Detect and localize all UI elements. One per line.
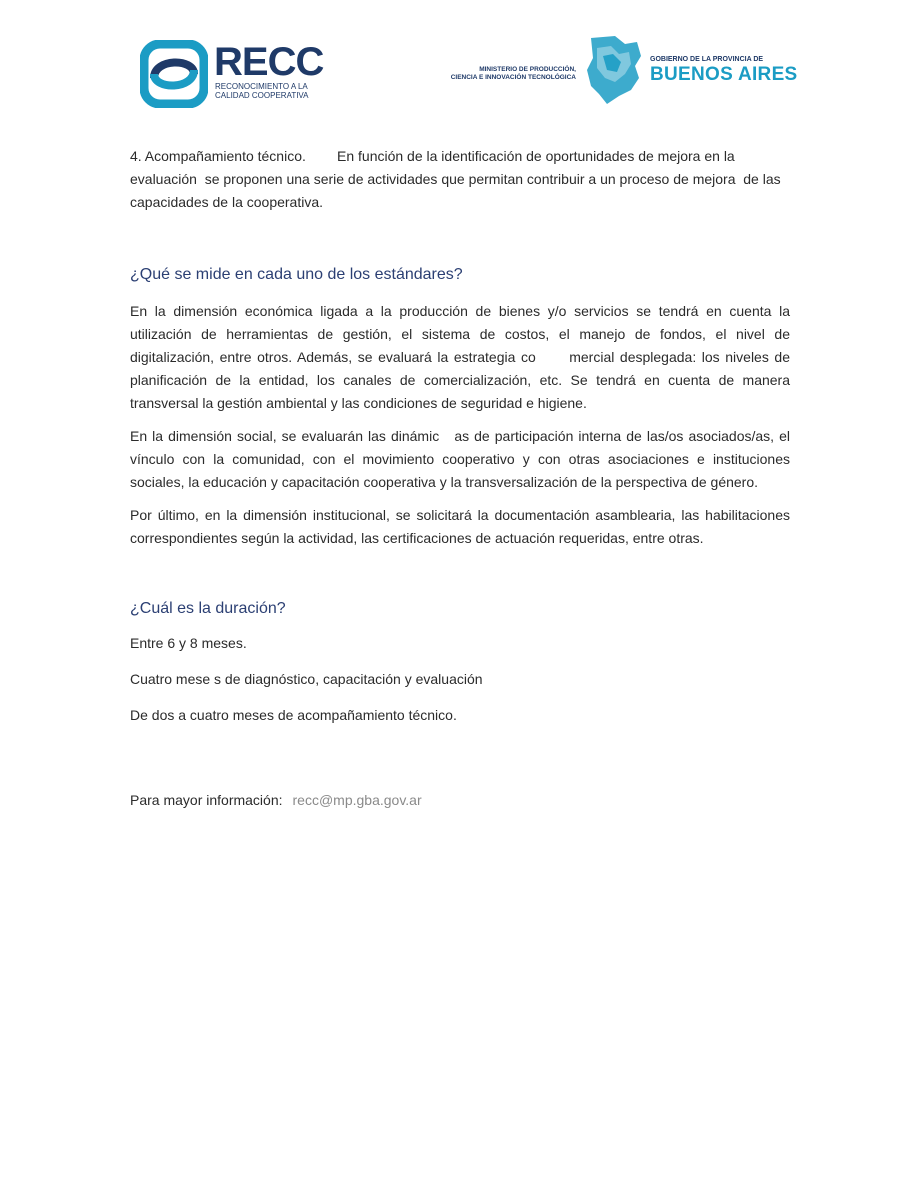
province-map-icon xyxy=(585,34,643,106)
tecnico-paragraph: 4. Acompañamiento técnico. En función de la identificación de oportunidades de mejora en la evaluación se proponen una serie de actividades que permitan contribuir a un proceso de mejora de las capacidades de la cooperativa. xyxy=(130,148,785,210)
duration-line: De dos a cuatro meses de acompañamiento técnico. xyxy=(130,707,457,723)
contact-label: Para mayor información: xyxy=(130,792,283,808)
government-logo xyxy=(410,32,810,112)
economic-dimension-paragraph: En la dimensión económica ligada a la producción de bienes y/o servicios se tendrá en cuenta la utilización de herramientas de gestión, el sistema de costos, el manejo de fondos, el nivel de digitalización, entre otros. Además, se evaluará la estrategia co mercial desplegada: los niveles de planificación de la entidad, los canales de comercialización, etc. Se tendrá en cuenta de manera transversal la gestión ambiental y las condiciones de seguridad e higiene. xyxy=(130,303,794,411)
ministry-name: MINISTERIO DE PRODUCCIÓN, CIENCIA E INNOVACIÓN TECNOLÓGICA xyxy=(450,66,576,81)
contact-email-link[interactable]: recc@mp.gba.gov.ar xyxy=(292,792,422,808)
duration-line: Cuatro mese s de diagnóstico, capacitación y evaluación xyxy=(130,671,483,687)
duration-line: Entre 6 y 8 meses. xyxy=(130,635,247,651)
social-dimension-paragraph: En la dimensión social, se evaluarán las dinámic as de participación interna de las/os asociados/as, el vínculo con la comunidad, con el movimiento cooperativo y con otras asociaciones e instituciones sociales, la educación y capacitación cooperativa y la transversalización de la perspectiva de género. xyxy=(130,428,794,490)
contact-line xyxy=(130,789,790,812)
province-label: GOBIERNO DE LA PROVINCIA DE xyxy=(650,56,764,63)
institutional-dimension-paragraph: Por último, en la dimensión institucional, se solicitará la documentación asamblearia, las habilitaciones correspondientes según la actividad, las certificaciones de actuación requeridas, entre otras. xyxy=(130,507,790,546)
province-name: BUENOS AIRES xyxy=(650,64,798,85)
recc-logo-title: RECC xyxy=(214,40,324,84)
estandares-heading: ¿Qué se mide en cada uno de los estándares? xyxy=(130,266,463,283)
recc-logo xyxy=(140,40,340,108)
document-body xyxy=(130,145,794,812)
recc-emblem-icon xyxy=(140,40,208,108)
duracion-heading: ¿Cuál es la duración? xyxy=(130,600,286,617)
recc-logo-subtitle: RECONOCIMIENTO A LA CALIDAD COOPERATIVA xyxy=(215,82,309,100)
page-header xyxy=(0,0,920,120)
